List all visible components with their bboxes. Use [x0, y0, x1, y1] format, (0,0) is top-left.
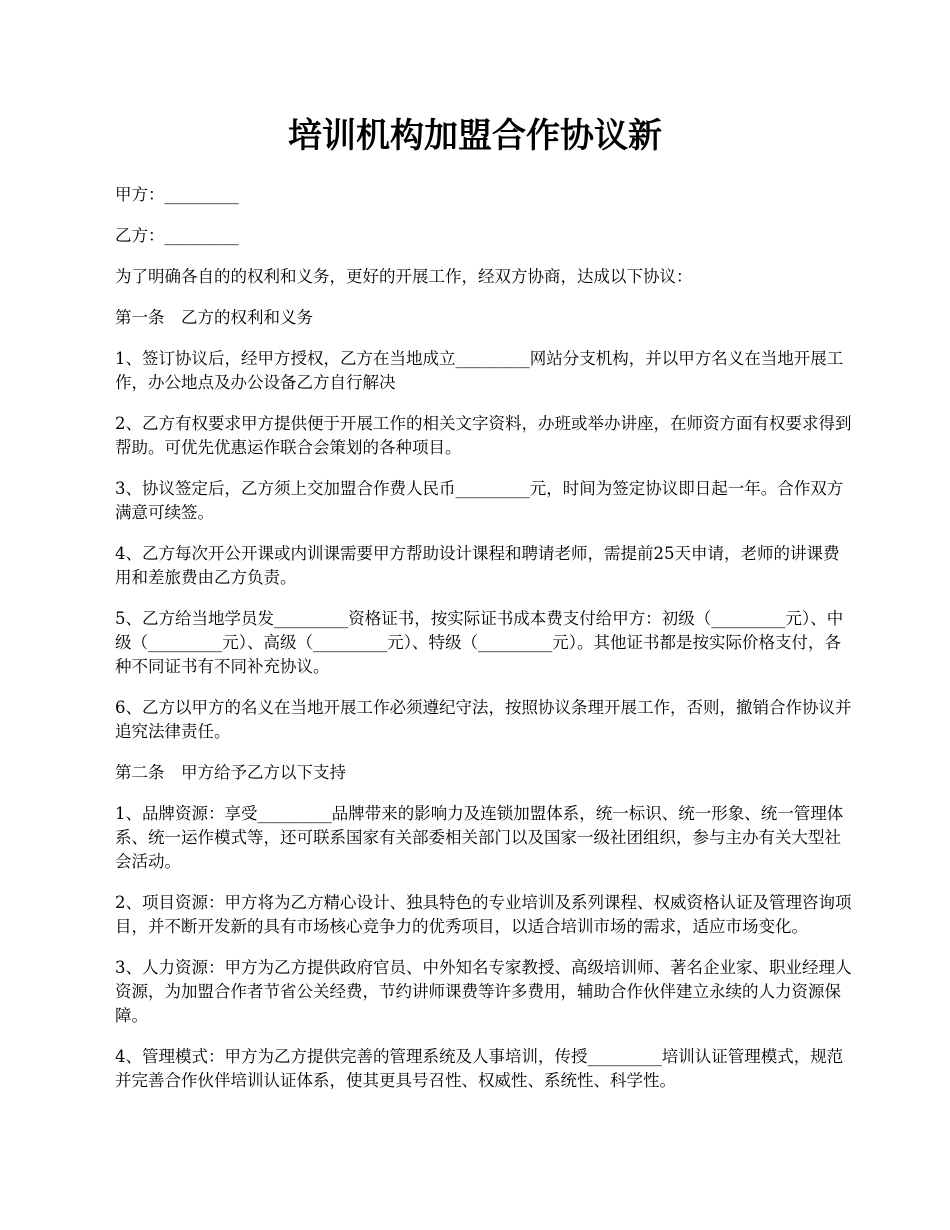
party-b-line: 乙方：_________ [115, 226, 239, 245]
preamble: 为了明确各自的的权利和义务，更好的开展工作，经双方协商，达成以下协议： [115, 267, 693, 286]
article-2-heading: 第二条 甲方给予乙方以下支持 [115, 763, 346, 782]
article-1-clause-6: 6、乙方以甲方的名义在当地开展工作必须遵纪守法，按照协议条理开展工作，否则，撤销合作协议并追究法律责任。 [115, 698, 852, 741]
article-1-clause-4: 4、乙方每次开公开课或内训课需要甲方帮助设计课程和聘请老师，需提前25天申请，老师的讲课费用和差旅费由乙方负责。 [115, 544, 840, 587]
article-1-heading: 第一条 乙方的权利和义务 [115, 308, 313, 327]
article-2-clause-2: 2、项目资源：甲方将为乙方精心设计、独具特色的专业培训及系列课程、权威资格认证及管理咨询项目，并不断开发新的具有市场核心竞争力的优秀项目，以适合培训市场的需求，适应市场变化。 [115, 893, 852, 936]
article-2-clause-1: 1、品牌资源：享受_________品牌带来的影响力及连锁加盟体系，统一标识、统一形象、统一管理体系、统一运作模式等，还可联系国家有关部委相关部门以及国家一级社团组织，参与主办有关大型社会活动。 [115, 804, 844, 871]
document-body [115, 183, 855, 1110]
article-1-clause-1: 1、签订协议后，经甲方授权，乙方在当地成立_________网站分支机构，并以甲方名义在当地开展工作，办公地点及办公设备乙方自行解决 [115, 349, 844, 392]
article-1-clause-2: 2、乙方有权要求甲方提供便于开展工作的相关文字资料，办班或举办讲座，在师资方面有权要求得到帮助。可优先优惠运作联合会策划的各种项目。 [115, 414, 852, 457]
article-1-clause-5: 5、乙方给当地学员发_________资格证书，按实际证书成本费支付给甲方：初级（_________元）、中级（_________元）、高级（_________元）、特级（_________元）。其他证书都是按实际价格支付，各种不同证书有不同补充协议。 [115, 609, 844, 676]
document-title: 培训机构加盟合作协议新 [288, 116, 662, 156]
party-a-line: 甲方：_________ [115, 185, 239, 204]
article-2-clause-3: 3、人力资源：甲方为乙方提供政府官员、中外知名专家教授、高级培训师、著名企业家、职业经理人资源，为加盟合作者节省公关经费，节约讲师课费等许多费用，辅助合作伙伴建立永续的人力资源保障。 [115, 958, 852, 1025]
article-2-clause-4: 4、管理模式：甲方为乙方提供完善的管理系统及人事培训，传授_________培训认证管理模式，规范并完善合作伙伴培训认证体系，使其更具号召性、权威性、系统性、科学性。 [115, 1047, 844, 1090]
article-1-clause-3: 3、协议签定后，乙方须上交加盟合作费人民币_________元，时间为签定协议即日起一年。合作双方满意可续签。 [115, 479, 844, 522]
